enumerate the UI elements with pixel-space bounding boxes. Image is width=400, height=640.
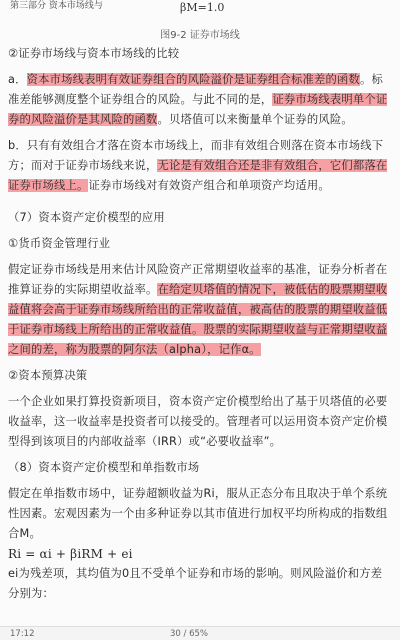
section-7-1-body: [8, 260, 388, 360]
point-a-post: 。贝塔值可以来衡量单个证券的风险。: [157, 113, 353, 126]
section-7-1-heading: ①货币资金管理行业: [8, 237, 111, 250]
section-8-body: 假定在单指数市场中，证券超额收益为Ri，服从正态分布且取决于单个系统性因素。宏观因素为一个由多种证券以其市值进行加权平均所构成的指数组合M。: [8, 487, 388, 540]
reader-status-bar: [0, 626, 400, 640]
beta-m-formula: βM=1.0: [180, 1, 225, 14]
point-a: [8, 70, 388, 130]
figure-caption: 图9-2 证券市场线: [160, 30, 240, 41]
section-8-heading: （8）资本资产定价模型和单指数市场: [8, 461, 200, 474]
section-7-2-body: 一个企业如果打算投资新项目，资本资产定价模型给出了基于贝塔值的必要收益率，这一收益率是投资者可以接受的。管理者可以运用资本资产定价模型得到该项目的内部收益率（IRR）或“必要收益率”。: [8, 395, 388, 448]
section-7-heading: （7）资本资产定价模型的应用: [8, 211, 165, 224]
point-a-mid: 。标准差能够测度整个证券组合的风险。与此不同的是，: [8, 73, 384, 106]
point-b-pre: b．只有有效组合才落在资本市场线上，而非有效组合则落在资本市场线下方；而对于证券市场线来说，: [8, 139, 384, 172]
point-a-label: a．: [8, 73, 27, 86]
section-7-1-pre: 假定证券市场线是用来估计风险资产正常期望收益率的基准，证券分析者在推算证券的实际期望收益率。: [8, 263, 388, 296]
point-b-post: 证券市场线对有效资产组合和单项资产均适用。: [88, 179, 330, 192]
point-b: [8, 136, 388, 196]
section-7-2-heading: ②资本预算决策: [8, 369, 88, 382]
single-index-formula: Ri = αi + βiRM + ei: [8, 547, 133, 561]
page-progress: 30 / 65%: [170, 628, 208, 639]
clock-text: 17:12: [10, 628, 35, 639]
header-bar: [0, 0, 400, 14]
highlight-b: 无论是有效组合还是非有效组合，它们都落在证券市场线上。: [8, 159, 388, 192]
header-title: 第三部分 资本市场线与: [10, 1, 103, 11]
compare-heading: ②证券市场线与资本市场线的比较: [8, 47, 180, 60]
highlight-a1: 资本市场线表明有效证券组合的风险溢价是证券组合标准差的函数: [26, 73, 361, 86]
highlight-alpha: 在给定贝塔值的情况下，被低估的股票期望收益值将会高于证券市场线所给出的正常收益值，被高估的股票的期望收益低于证券市场线上所给出的正常收益值。股票的实际期望收益与正常期望收益之间的差，称为股票的阿尔法（alpha），记作α。: [8, 283, 388, 356]
highlight-a2: 证券市场线表明单个证券的风险溢价是其风险的函数: [8, 93, 388, 126]
document-body: [8, 44, 388, 604]
residual-description: ei为残差项，其均值为0且不受单个证券和市场的影响。则风险溢价和方差分别为：: [8, 567, 383, 600]
